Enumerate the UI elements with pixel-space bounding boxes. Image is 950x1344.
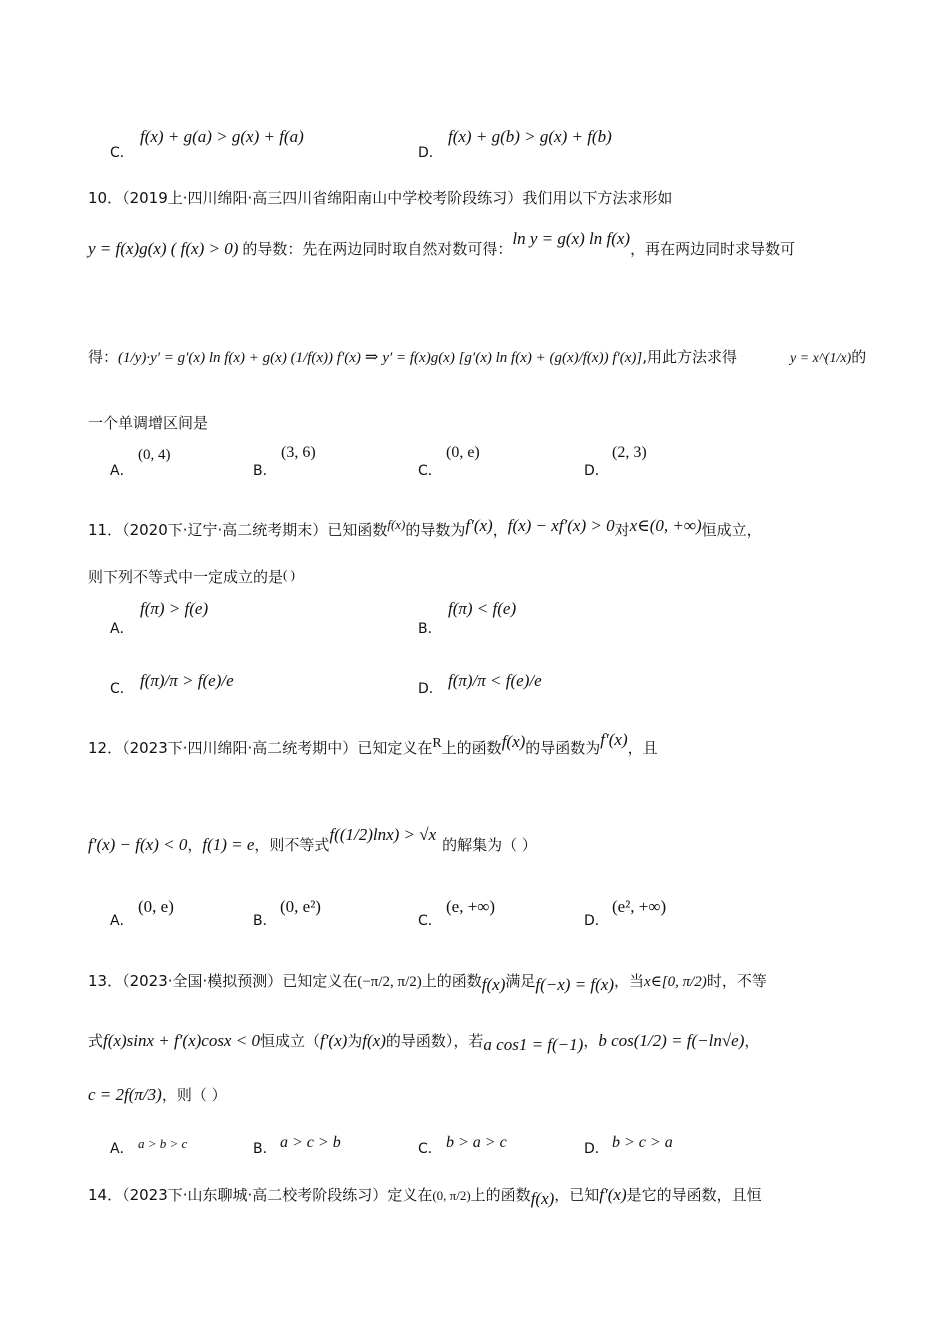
q12-text1: 已知定义在 bbox=[357, 739, 433, 757]
q11-domain: x∈(0, +∞) bbox=[629, 516, 702, 535]
q10-text1: 的导数：先在两边同时取自然对数可得： bbox=[242, 240, 513, 258]
q12-option-c-value: (e, +∞) bbox=[446, 897, 496, 916]
q12-option-b-value: (0, e²) bbox=[280, 897, 321, 916]
q13-text12: ，则（ ） bbox=[161, 1086, 227, 1104]
q10-line3b bbox=[790, 346, 866, 370]
q13-text11: ， bbox=[744, 1032, 760, 1050]
q11-option-a-label: A． bbox=[110, 621, 134, 637]
q13-option-c-label: C． bbox=[418, 1141, 442, 1157]
q12-option-d-label: D． bbox=[584, 913, 609, 929]
q11-source: （2020下·辽宁·高二统考期末） bbox=[122, 521, 328, 539]
q12-R: R bbox=[432, 736, 442, 751]
q12-text3: 的导函数为 bbox=[525, 739, 601, 757]
q10-text5: 的 bbox=[851, 348, 867, 366]
q13-interval: (−π/2, π/2) bbox=[357, 974, 422, 990]
q9-option-d-expr: f(x) + g(b) > g(x) + f(b) bbox=[448, 127, 612, 146]
q13-line3 bbox=[88, 1084, 227, 1106]
q13-text9: 的导函数），若 bbox=[385, 1032, 484, 1050]
q10-form-expr: y = f(x)g(x) ( f(x) > 0) bbox=[88, 239, 239, 258]
q13-inequality: f(x)sinx + f′(x)cosx < 0 bbox=[103, 1031, 260, 1050]
q11-option-c-value: f(π)/π > f(e)/e bbox=[140, 671, 234, 690]
q13-option-d-value: b > c > a bbox=[612, 1134, 673, 1151]
q11-number: 11． bbox=[88, 521, 123, 539]
q11-option-b-label: B． bbox=[418, 621, 442, 637]
q11-option-a-value: f(π) > f(e) bbox=[140, 599, 209, 618]
q10-derivative-left: (1/y)·y′ = g′(x) ln f(x) + g(x) (1/f(x)) f′(x) bbox=[118, 350, 361, 366]
q14-fpx: f′(x) bbox=[599, 1185, 627, 1204]
q11-option-d-value: f(π)/π < f(e)/e bbox=[448, 671, 542, 690]
q14-line1 bbox=[88, 1184, 762, 1207]
q12-inequality: f((1/2)lnx) > √x bbox=[329, 825, 437, 844]
q13-option-a-label: A． bbox=[110, 1141, 134, 1157]
q14-source: （2023下·山东聊城·高二校考阶段练习） bbox=[122, 1186, 388, 1204]
q11-text5: 则下列不等式中一定成立的是 bbox=[88, 568, 284, 586]
q12-text6: ，则不等式 bbox=[254, 836, 330, 854]
q14-text2: 上的函数 bbox=[470, 1186, 531, 1204]
q10-intro: 我们用以下方法求形如 bbox=[522, 189, 673, 207]
q10-ln-expr: ln y = g(x) ln f(x) bbox=[512, 229, 631, 248]
q13-a-definition: a cos1 = f(−1) bbox=[483, 1035, 584, 1054]
q11-fx: f(x) bbox=[387, 517, 406, 532]
q11-paren: ( ) bbox=[283, 567, 295, 582]
q12-condition: f′(x) − f(x) < 0 bbox=[88, 835, 188, 854]
q11-text1: 已知函数 bbox=[327, 521, 388, 539]
q11-line2 bbox=[88, 566, 295, 589]
q13-line1 bbox=[88, 970, 767, 993]
q13-line2 bbox=[88, 1030, 759, 1052]
q10-option-b-value: (3, 6) bbox=[281, 444, 316, 461]
q12-text5: ， bbox=[187, 836, 203, 854]
q12-option-b-label: B． bbox=[253, 913, 277, 929]
q10-text6: 一个单调增区间是 bbox=[88, 414, 209, 432]
q13-fx2: f(x) bbox=[362, 1031, 386, 1050]
q9-option-c-expr: f(x) + g(a) > g(x) + f(a) bbox=[140, 127, 304, 146]
q13-even-condition: f(−x) = f(x) bbox=[535, 975, 615, 994]
q13-text2: 上的函数 bbox=[421, 972, 482, 990]
q11-option-d-label: D． bbox=[418, 681, 443, 697]
q11-line1 bbox=[88, 516, 762, 542]
q10-text4: ,用此方法求得 bbox=[642, 348, 738, 366]
q11-text2: 的导数为 bbox=[405, 521, 466, 539]
q13-c-definition: c = 2f(π/3) bbox=[88, 1085, 162, 1104]
q12-number: 12． bbox=[88, 739, 123, 757]
q12-option-c-label: C． bbox=[418, 913, 442, 929]
q13-text6: 式 bbox=[88, 1032, 104, 1050]
q10-derivative-right: y′ = f(x)g(x) [g′(x) ln f(x) + (g(x)/f(x)) f′(x)] bbox=[382, 350, 643, 366]
q10-text3: 得： bbox=[88, 348, 119, 366]
q10-option-a-value: (0, 4) bbox=[138, 447, 171, 463]
q9-option-c-label: C． bbox=[110, 145, 134, 161]
q10-option-b-label: B． bbox=[253, 463, 277, 479]
q11-option-c-label: C． bbox=[110, 681, 134, 697]
q10-number: 10． bbox=[88, 189, 123, 207]
q14-number: 14． bbox=[88, 1186, 123, 1204]
q11-text3: 对 bbox=[614, 521, 630, 539]
q9-option-d-label: D． bbox=[418, 145, 443, 161]
q10-option-c-label: C． bbox=[418, 463, 442, 479]
q13-text10: ， bbox=[583, 1032, 599, 1050]
q12-line1 bbox=[88, 730, 658, 761]
q12-source: （2023下·四川绵阳·高二统考期中） bbox=[122, 739, 358, 757]
q13-option-c-value: b > a > c bbox=[446, 1134, 507, 1151]
q13-fx: f(x) bbox=[481, 975, 506, 994]
q14-fx: f(x) bbox=[530, 1189, 555, 1208]
q13-text8: 为 bbox=[347, 1032, 363, 1050]
q12-text7: 的解集为（ ） bbox=[442, 836, 537, 854]
q11-comma: ， bbox=[492, 521, 508, 539]
q10-implies-arrow: ⇒ bbox=[364, 349, 379, 366]
q12-fpx: f′(x) bbox=[600, 730, 628, 749]
q13-text1: 已知定义在 bbox=[282, 972, 358, 990]
q13-text3: 满足 bbox=[505, 972, 536, 990]
q10-text2: ，再在两边同时求导数可 bbox=[630, 240, 796, 258]
q10-line2 bbox=[88, 229, 796, 260]
q12-text2: 上的函数 bbox=[441, 739, 502, 757]
q10-func-expr: y = x^(1/x) bbox=[790, 351, 852, 366]
q13-text5: 时，不等 bbox=[706, 972, 767, 990]
q12-option-a-label: A． bbox=[110, 913, 134, 929]
q13-fpx: f′(x) bbox=[319, 1031, 348, 1050]
q11-option-b-value: f(π) < f(e) bbox=[448, 599, 517, 618]
q11-fpx: f′(x) bbox=[465, 516, 493, 535]
q14-text3: ，已知 bbox=[554, 1186, 600, 1204]
q10-option-a-label: A． bbox=[110, 463, 134, 479]
q10-source: （2019上·四川绵阳·高三四川省绵阳南山中学校考阶段练习） bbox=[122, 189, 523, 207]
q10-line3 bbox=[88, 346, 737, 369]
q13-source: （2023·全国·模拟预测） bbox=[122, 972, 283, 990]
q13-option-d-label: D． bbox=[584, 1141, 609, 1157]
q11-text4: 恒成立， bbox=[701, 521, 762, 539]
q13-text4: ，当 bbox=[614, 972, 645, 990]
q13-number: 13． bbox=[88, 972, 123, 990]
q12-f1: f(1) = e bbox=[202, 835, 255, 854]
q13-option-a-value: a > b > c bbox=[138, 1136, 188, 1151]
q14-text1: 定义在 bbox=[387, 1186, 433, 1204]
q13-b-definition: b cos(1/2) = f(−ln√e) bbox=[598, 1031, 745, 1050]
q13-x-domain: x∈[0, π/2) bbox=[644, 974, 707, 990]
q14-interval: (0, π/2) bbox=[432, 1188, 471, 1203]
q13-option-b-value: a > c > b bbox=[280, 1134, 341, 1151]
q13-option-b-label: B． bbox=[253, 1141, 277, 1157]
q12-option-d-value: (e², +∞) bbox=[612, 897, 667, 916]
q10-header bbox=[88, 187, 672, 209]
q11-condition: f(x) − xf′(x) > 0 bbox=[507, 516, 615, 535]
q13-text7: 恒成立（ bbox=[259, 1032, 320, 1050]
q10-option-d-value: (2, 3) bbox=[612, 444, 647, 461]
q14-text4: 是它的导函数，且恒 bbox=[626, 1186, 762, 1204]
q10-option-c-value: (0, e) bbox=[446, 444, 480, 461]
q10-option-d-label: D． bbox=[584, 463, 609, 479]
q12-fx: f(x) bbox=[501, 732, 526, 751]
q12-text4: ，且 bbox=[627, 739, 658, 757]
q12-line2 bbox=[88, 825, 537, 856]
q12-option-a-value: (0, e) bbox=[138, 897, 174, 916]
